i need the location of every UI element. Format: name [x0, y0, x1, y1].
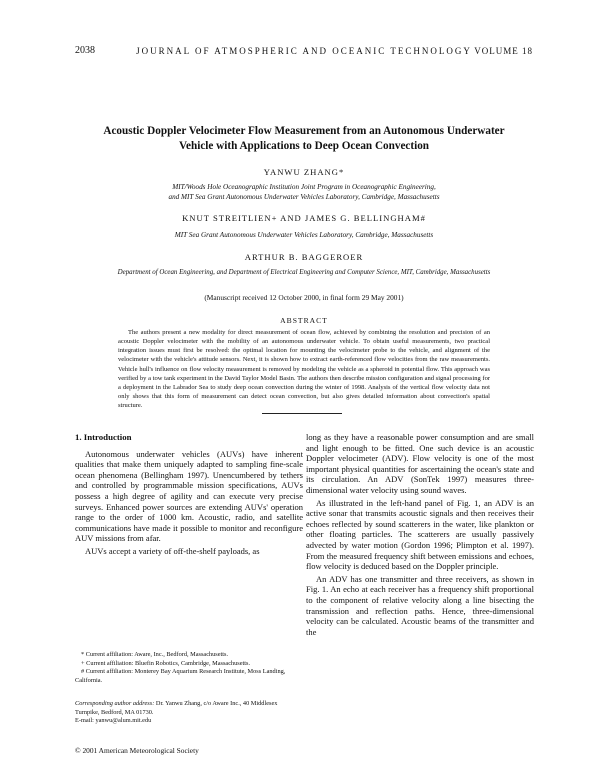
- manuscript-received: (Manuscript received 12 October 2000, in final form 29 May 2001): [204, 293, 404, 302]
- volume-label: VOLUME 18: [474, 46, 533, 56]
- footnote: * Current affiliation: Aware, Inc., Bedford, Massachusetts.: [81, 651, 229, 658]
- correspondence-address: Dr. Yanwu Zhang, c/o Aware Inc., 40 Middlesex Turnpike, Bedford, MA 01730.: [75, 700, 278, 716]
- author-3: ARTHUR B. BAGGEROER: [244, 252, 364, 262]
- paragraph: As illustrated in the left-hand panel of Fig. 1, an ADV is an active sonar that transmits acoustic signals and then receives their echoes reflected by sound scatterers in the water, like plankton or other floating particles. The scatterers are usually passively advected by water motion (Gordon 1996; Plimpton et al. 1997). From the measured frequency shift between emissions and echoes, flow velocity is deduced based on the Doppler principle.: [306, 497, 534, 572]
- paragraph: AUVs accept a variety of off-the-shelf payloads, as: [85, 545, 260, 556]
- right-column: [306, 432, 534, 637]
- author-2: KNUT STREITLIEN+ AND JAMES G. BELLINGHAM#: [182, 213, 426, 223]
- abstract-heading: ABSTRACT: [280, 316, 328, 325]
- paragraph: An ADV has one transmitter and three receivers, as shown in Fig. 1. An echo at each receiver has a frequency shift proportional to the component of relative velocity along a line bisecting the transmission and reflection paths. Hence, three-dimensional velocity can be calculated. Acoustic beams of the transmitter and the: [306, 573, 534, 637]
- title-line-1: Acoustic Doppler Velocimeter Flow Measurement from an Autonomous Underwater: [103, 125, 505, 137]
- left-column: [75, 432, 303, 557]
- author-1: YANWU ZHANG*: [263, 167, 345, 177]
- correspondence: [75, 700, 303, 726]
- affiliation-1: [75, 182, 533, 202]
- footnotes: [75, 651, 303, 685]
- page-number: 2038: [75, 45, 95, 56]
- correspondence-email: E-mail: yanwu@alum.mit.edu: [75, 717, 152, 725]
- affiliation-1-line-2: and MIT Sea Grant Autonomous Underwater Vehicles Laboratory, Cambridge, Massachusetts: [168, 193, 440, 201]
- correspondence-label: Corresponding author address:: [75, 700, 155, 707]
- footnote: + Current affiliation: Bluefin Robotics, Cambridge, Massachusetts.: [81, 659, 251, 667]
- paper-title: [75, 124, 533, 154]
- paragraph: Autonomous underwater vehicles (AUVs) have inherent qualities that make them uniquely adapted to sampling fine-scale ocean phenomena (Bellingham 1997). Unencumbered by tethers and controlled by programmable mission specifications, AUVs possess a high degree of agility and can execute very precise surveys. Enhanced power sources are extending AUVs' operation range to the order of 1000 km. Acoustic, radio, and satellite communications have made it possible to monitor and reconfigure AUV missions from afar.: [75, 448, 303, 544]
- abstract-divider: [262, 413, 342, 414]
- section-heading: 1. Introduction: [75, 432, 132, 442]
- journal-name: JOURNAL OF ATMOSPHERIC AND OCEANIC TECHNOLOGY: [136, 46, 472, 56]
- affiliation-2: MIT Sea Grant Autonomous Underwater Vehicles Laboratory, Cambridge, Massachusetts: [174, 231, 434, 239]
- title-line-2: Vehicle with Applications to Deep Ocean Convection: [178, 140, 430, 152]
- abstract-text: The authors present a new modality for direct measurement of ocean flow, achieved by combining the resolution and precision of an acoustic Doppler velocimeter with the mobility of an autonomous underwater vehicle. To obtain useful measurements, two practical integration issues must first be resolved: the optimal location for mounting the velocimeter probe to the vehicle, and alignment of the velocimeter with the vehicle's attitude sensors. Next, it is shown how to extract earth-referenced flow velocities from the raw measurements. Vehicle hull's influence on flow velocity measurement is removed by modeling the vehicle as a spheroid in potential flow. This approach was verified by a tow tank experiment in the David Taylor Model Basin. The authors then describe mission configuration and signal processing for a deployment in the Labrador Sea to study deep ocean convection during the winter of 1998. Analysis of the vertical flow velocity data not only shows that this form of measurement can detect ocean convection, but also gives detailed information about convection's spatial structure.: [118, 329, 490, 410]
- affiliation-3: Department of Ocean Engineering, and Department of Electrical Engineering and Computer Science, MIT, Cambridge, Massachusetts: [117, 269, 491, 276]
- footnote: # Current affiliation: Monterey Bay Aquarium Research Institute, Moss Landing, California.: [75, 668, 286, 684]
- paragraph: long as they have a reasonable power consumption and are small and light enough to be fitted. One such device is an acoustic Doppler velocimeter (ADV). Flow velocity is one of the most important physical quantities for ascertaining the ocean's state and its circulation. An ADV (SonTek 1997) measures three-dimensional water velocity using sound waves.: [306, 432, 534, 495]
- copyright: © 2001 American Meteorological Society: [75, 746, 199, 755]
- affiliation-1-line-1: MIT/Woods Hole Oceanographic Institution Joint Program in Oceanographic Engineering,: [172, 183, 436, 191]
